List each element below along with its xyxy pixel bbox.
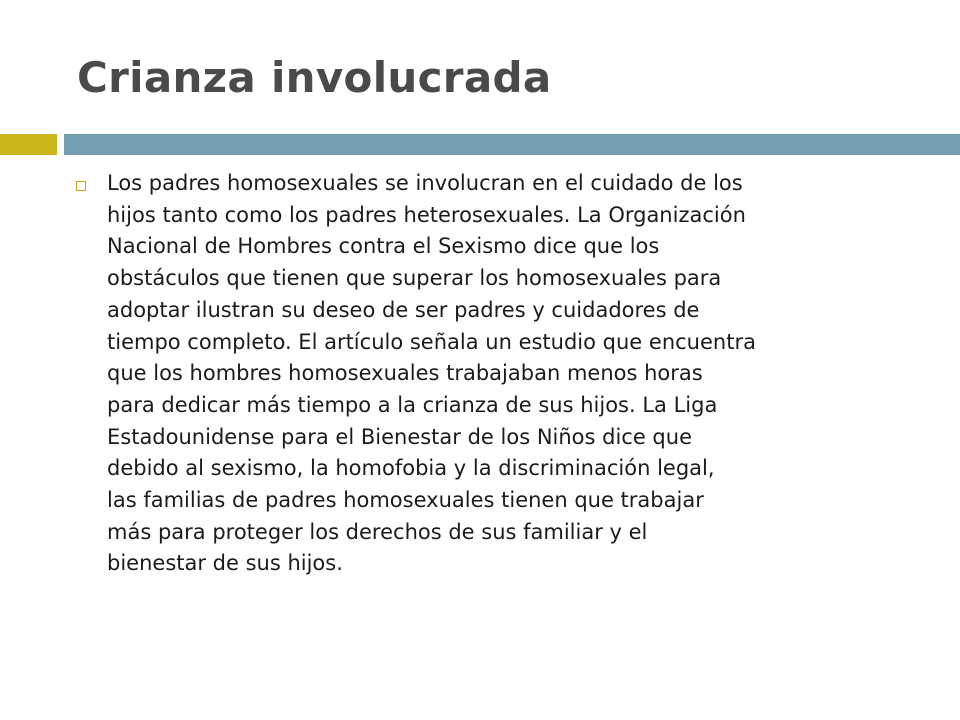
bullet-item bbox=[74, 168, 924, 580]
slide-title: Crianza involucrada bbox=[77, 53, 552, 102]
hollow-square-bullet-icon bbox=[76, 181, 86, 191]
title-rule-bar bbox=[64, 134, 960, 155]
bullet-text: Los padres homosexuales se involucran en el cuidado de los hijos tanto como los padres heterosexuales. La Organización Nacional de Hombres contra el Sexismo dice que los obstáculos que tienen que superar los homosexuales para adoptar ilustran su deseo de ser padres y cuidadores de tiempo completo. El artículo señala un estudio que encuentra que los hombres homosexuales trabajaban menos horas para dedicar más tiempo a la crianza de sus hijos. La Liga Estadounidense para el Bienestar de los Niños dice que debido al sexismo, la homofobia y la discriminación legal, las familias de padres homosexuales tienen que trabajar más para proteger los derechos de sus familiar y el bienestar de sus hijos. bbox=[107, 171, 756, 576]
title-accent-bar bbox=[0, 134, 57, 155]
bullet-list bbox=[74, 168, 924, 580]
